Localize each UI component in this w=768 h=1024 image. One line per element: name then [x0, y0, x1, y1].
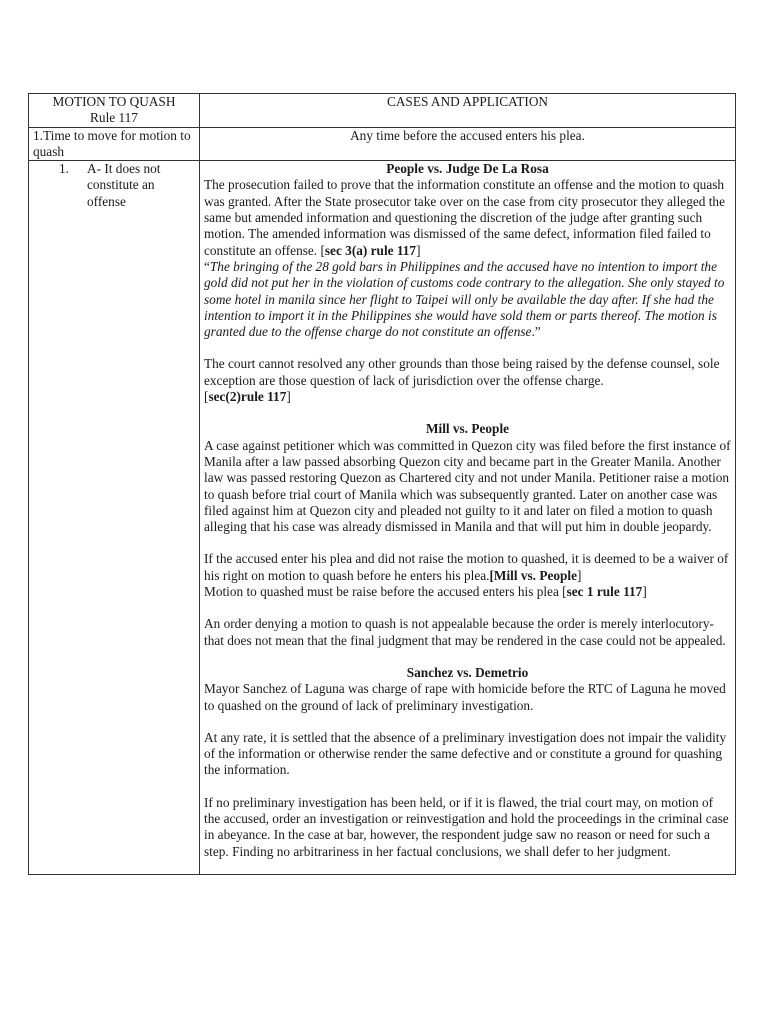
ground-item-number: 1. [59, 161, 69, 177]
case1-quote-close: .” [531, 324, 541, 340]
case2-paragraph1: A case against petitioner which was committed in Quezon city was filed before the first instance of Manila after a law passed absorbing Quezon city and became part in the Greater Manila. Another law was passed restoring Quezon as Chartered city and not under Manila. Petitioner raise a motion to quash before trial court of Manila which was subsequently granted. Later on another case was filed against him at Quezon city and pleaded not guilty to it and later on filed a motion to quash alleging that his case was already dismissed in Manila and that will put him in double jeopardy. [204, 437, 731, 535]
case1-p1-text: The prosecution failed to prove that the information constitute an offense and the motion to quash was granted. After the State prosecutor take over on the case from city prosecutor they alleged the same but amended information and questioning the discretion of the judge after granting such motion. The amended information was dismissed of the same defect, information filed failed to constitute an offense. [ [204, 177, 725, 258]
case2-paragraph2 [204, 551, 731, 584]
case1-paragraph1 [204, 177, 731, 258]
case3-paragraph1: Mayor Sanchez of Laguna was charge of rape with homicide before the RTC of Laguna he moved to quashed on the ground of lack of preliminary investigation. [204, 681, 726, 713]
case-title-de-la-rosa: People vs. Judge De La Rosa [386, 161, 549, 177]
time-row-label: 1.Time to move for motion to quash [29, 127, 200, 161]
case1-p2-ref: sec(2)rule 117 [208, 389, 287, 405]
case1-paragraph2 [204, 356, 731, 405]
case2-p3-ref: sec 1 rule 117 [566, 584, 643, 600]
case1-p1-ref: sec 3(a) rule 117 [324, 242, 417, 258]
header-col1-line1: MOTION TO QUASH [52, 94, 176, 109]
cases-cell [200, 161, 736, 875]
case2-paragraph4: An order denying a motion to quash is not appealable because the order is merely interlocutory-that does not mean that the final judgment that may be rendered in the case could not be appealed. [204, 616, 726, 648]
header-row [29, 94, 736, 128]
case-title-sanchez: Sanchez vs. Demetrio [406, 664, 529, 680]
ground-cell [29, 161, 200, 875]
case1-quote-text: The bringing of the 28 gold bars in Philippines and the accused have no intention to import the gold did not put her in the violation of customs code contrary to the allegation. She only stayed to some hotel in manila since her flight to Taipei will only be available the day after. If she had the intention to import it in the Philippines she would have sold them or parts thereof. The motion is granted due to the offense charge do not constitute an offense [204, 258, 725, 340]
case3-paragraph3: If no preliminary investigation has been held, or if it is flawed, the trial court may, on motion of the accused, order an investigation or reinvestigation and hold the proceedings in the criminal case in abeyance. In the case at bar, however, the respondent judge saw no reason or need for such a step. Finding no arbitrariness in her factual conclusions, we shall defer to her judgment. [204, 794, 729, 859]
case1-p2-ref-close: ] [286, 389, 291, 405]
time-row [29, 127, 736, 161]
header-col1-line2: Rule 117 [90, 110, 138, 126]
case2-p2-text: If the accused enter his plea and did not raise the motion to quashed, it is deemed to be a waiver of his right on motion to quash before he enters his plea. [204, 551, 729, 583]
header-col2: CASES AND APPLICATION [200, 94, 736, 128]
case2-paragraph3 [204, 584, 731, 600]
ground-item-text: A- It does not constitute an offense [87, 161, 161, 209]
case2-p2-ref: [Mill vs. People [489, 567, 577, 583]
case1-p2-text: The court cannot resolved any other grounds than those being raised by the defense counsel, sole exception are those question of lack of jurisdiction over the offense charge. [204, 356, 720, 388]
motion-to-quash-table [28, 93, 736, 875]
case2-p2-ref-close: ] [577, 567, 582, 583]
case1-p1-end: ] [416, 242, 421, 258]
header-col1 [29, 94, 200, 128]
ground-item [33, 161, 195, 210]
case1-quote [204, 259, 731, 340]
case1-p2-ref-open: [ [204, 389, 209, 405]
main-row [29, 161, 736, 875]
time-row-value: Any time before the accused enters his plea. [200, 127, 736, 161]
case1-quote-open: “ [204, 258, 210, 274]
case2-p3-end: ] [642, 584, 647, 600]
case2-p3-text: Motion to quashed must be raise before the accused enters his plea [ [204, 584, 567, 600]
case-title-mill: Mill vs. People [425, 421, 510, 437]
document-page [28, 93, 735, 875]
case3-paragraph2: At any rate, it is settled that the absence of a preliminary investigation does not impair the validity of the information or otherwise render the same defective and or constitute a ground for quashing the information. [204, 729, 727, 778]
